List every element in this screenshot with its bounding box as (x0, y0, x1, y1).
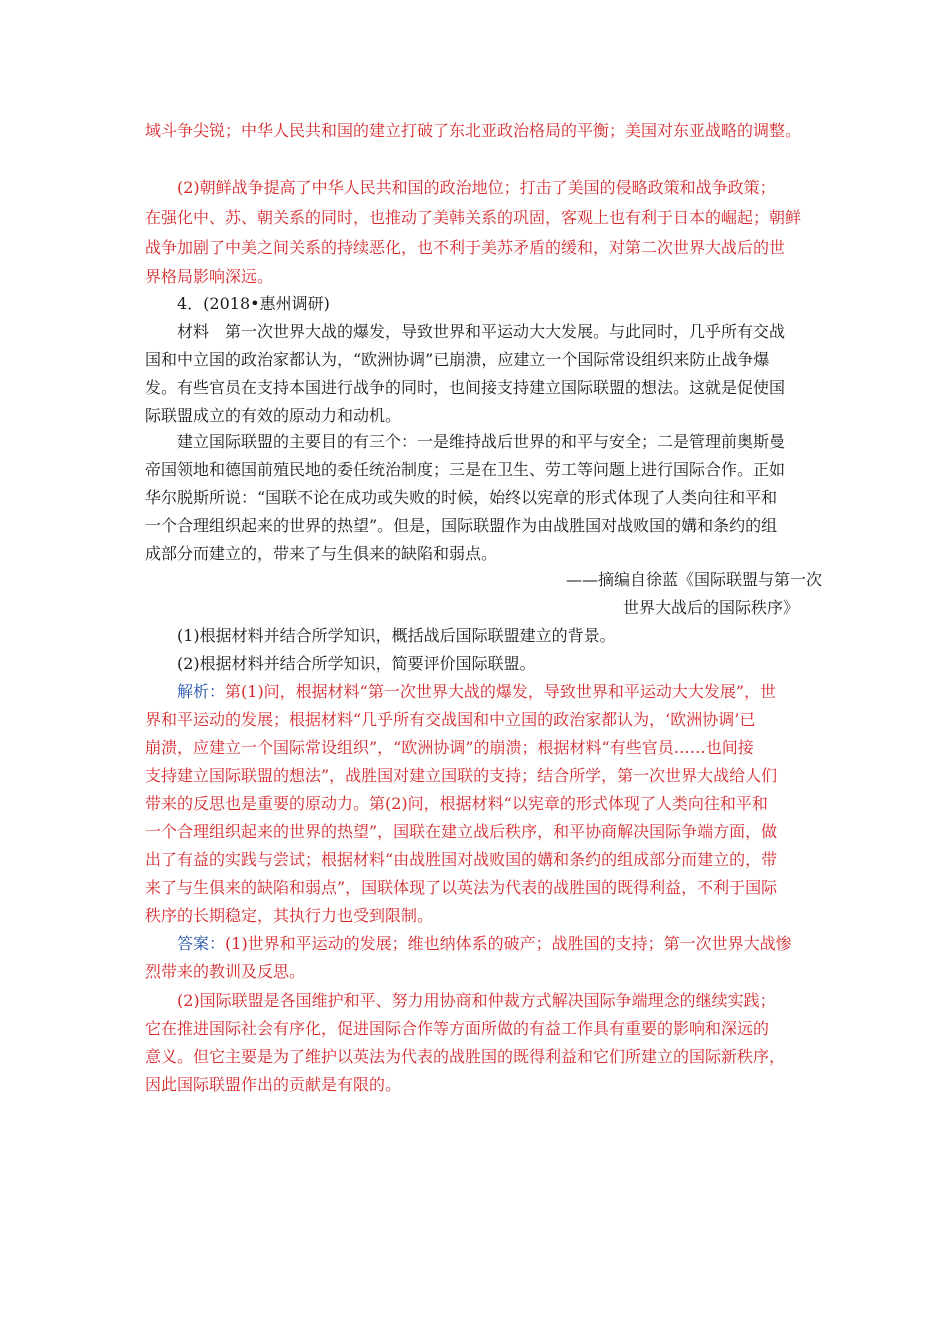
answer-line: 意义。但它主要是为了维护以英法为代表的战胜国的既得利益和它们所建立的国际新秩序， (145, 1047, 786, 1066)
analysis-first-line (177, 678, 776, 706)
sub-question-1: (1)根据材料并结合所学知识，概括战后国际联盟建立的背景。 (177, 626, 616, 645)
analysis-line: 一个合理组织起来的世界的热望”，国联在建立战后秩序，和平协商解决国际争端方面，做 (145, 822, 778, 841)
material-paragraph-line: 国和中立国的政治家都认为，“欧洲协调”已崩溃，应建立一个国际常设组织来防止战争爆 (145, 350, 770, 369)
answer-part-2-line: 界格局影响深远。 (145, 267, 274, 286)
answer-part-2-line: (2)朝鲜战争提高了中华人民共和国的政治地位；打击了美国的侵略政策和战争政策； (177, 178, 776, 197)
material-paragraph-line: 帝国领地和德国前殖民地的委任统治制度；三是在卫生、劳工等问题上进行国际合作。正如 (145, 460, 786, 479)
analysis-label: 解析： (177, 682, 226, 701)
analysis-line: 出了有益的实践与尝试；根据材料“由战胜国对战败国的媾和条约的组成部分而建立的，带 (145, 850, 778, 869)
answer-line: 它在推进国际社会有序化，促进国际合作等方面所做的有益工作具有重要的影响和深远的 (145, 1019, 770, 1038)
material-paragraph-line: 一个合理组织起来的世界的热望”。但是，国际联盟作为由战胜国对战败国的媾和条约的组 (145, 516, 778, 535)
analysis-text: 第(1)问，根据材料“第一次世界大战的爆发，导致世界和平运动大大发展”，世 (225, 682, 777, 701)
answer-part-2-line: 战争加剧了中美之间关系的持续恶化，也不利于美苏矛盾的缓和，对第二次世界大战后的世 (145, 238, 786, 257)
material-paragraph-line: 际联盟成立的有效的原动力和动机。 (145, 406, 402, 425)
source-citation: ——摘编自徐蓝《国际联盟与第一次 (566, 570, 823, 589)
material-paragraph-line: 发。有些官员在支持本国进行战争的同时，也间接支持建立国际联盟的想法。这就是促使国 (145, 378, 786, 397)
answer-part-2-line: 在强化中、苏、朝关系的同时，也推动了美韩关系的巩固，客观上也有利于日本的崛起；朝鲜 (145, 208, 802, 227)
analysis-line: 界和平运动的发展；根据材料“几乎所有交战国和中立国的政治家都认为，‘欧洲协调’已 (145, 710, 756, 729)
answer-line: 因此国际联盟作出的贡献是有限的。 (145, 1075, 402, 1094)
answer-line: (2)国际联盟是各国维护和平、努力用协商和仲裁方式解决国际争端理念的继续实践； (177, 991, 776, 1010)
answer-first-line (177, 930, 792, 958)
answer-text: (1)世界和平运动的发展；维也纳体系的破产；战胜国的支持；第一次世界大战惨 (225, 934, 792, 953)
source-citation: 世界大战后的国际秩序》 (623, 598, 800, 617)
material-paragraph-line: 华尔脱斯所说：“国联不论在成功或失败的时候，始终以宪章的形式体现了人类向往和平和 (145, 488, 778, 507)
material-paragraph-line: 成部分而建立的，带来了与生俱来的缺陷和弱点。 (145, 544, 498, 563)
analysis-line: 来了与生俱来的缺陷和弱点”，国联体现了以英法为代表的战胜国的既得利益，不利于国际 (145, 878, 778, 897)
sub-question-2: (2)根据材料并结合所学知识，简要评价国际联盟。 (177, 654, 536, 673)
material-paragraph-line: 材料 第一次世界大战的爆发，导致世界和平运动大大发展。与此同时，几乎所有交战 (177, 322, 786, 341)
analysis-line: 带来的反思也是重要的原动力。第(2)问，根据材料“以宪章的形式体现了人类向往和平和 (145, 794, 768, 813)
analysis-line: 秩序的长期稳定，其执行力也受到限制。 (145, 906, 434, 925)
material-paragraph-line: 建立国际联盟的主要目的有三个：一是维持战后世界的和平与安全；二是管理前奥斯曼 (177, 432, 786, 451)
answer-continuation-line: 域斗争尖锐；中华人民共和国的建立打破了东北亚政治格局的平衡；美国对东亚战略的调整。 (145, 121, 802, 140)
analysis-line: 支持建立国际联盟的想法”，战胜国对建立国联的支持；结合所学，第一次世界大战给人们 (145, 766, 778, 785)
analysis-line: 崩溃，应建立一个国际常设组织”，“欧洲协调”的崩溃；根据材料“有些官员……也间接 (145, 738, 754, 757)
question-number: 4．(2018•惠州调研) (177, 294, 330, 313)
answer-line: 烈带来的教训及反思。 (145, 962, 306, 981)
answer-label: 答案： (177, 934, 226, 953)
